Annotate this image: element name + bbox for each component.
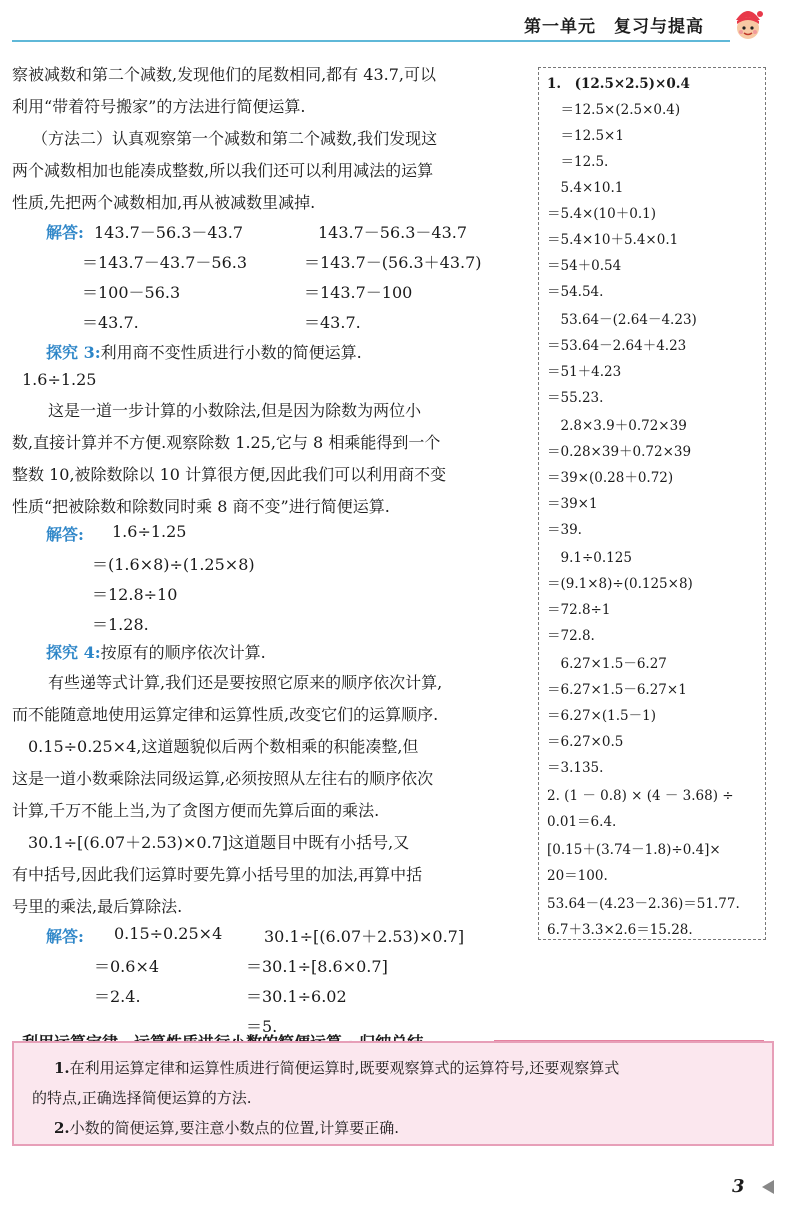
answer-line: 2.8×3.9＋0.72×39 <box>547 418 687 434</box>
answer-label: 解答: <box>46 927 84 946</box>
answer-step: ＝43.7. <box>82 313 139 332</box>
answer-step: 143.7－56.3－43.7 <box>318 223 468 242</box>
paragraph-line: 这是一道小数乘除法同级运算,必须按照从左往右的顺序依次 <box>12 769 434 788</box>
paragraph-line: 30.1÷[(6.07＋2.53)×0.7]这道题目中既有小括号,又 <box>28 833 410 852</box>
header-divider <box>12 40 730 42</box>
answer-step: 1.6÷1.25 <box>112 522 187 541</box>
paragraph-line: 号里的乘法,最后算除法. <box>12 897 183 916</box>
answer-step: 30.1÷[(6.07＋2.53)×0.7] <box>264 927 465 946</box>
paragraph-line: 利用“带着符号搬家”的方法进行简便运算. <box>12 97 306 116</box>
exploration-text: 按原有的顺序依次计算. <box>100 643 266 662</box>
answer-line: 20＝100. <box>547 868 608 884</box>
answer-step: 143.7－56.3－43.7 <box>94 223 244 242</box>
exploration-label: 探究 4: <box>46 643 101 662</box>
summary-item-number: 1. <box>54 1059 70 1077</box>
answer-line: ＝12.5×(2.5×0.4) <box>547 102 681 118</box>
answer-step: 0.15÷0.25×4 <box>114 924 223 943</box>
page-number: 3 <box>732 1176 745 1197</box>
answer-step: ＝(1.6×8)÷(1.25×8) <box>92 555 255 574</box>
answer-line: 53.64－(2.64－4.23) <box>547 312 697 328</box>
summary-item-1 <box>54 1057 619 1078</box>
summary-item-number: 2. <box>54 1119 70 1137</box>
answer-line: 1. (12.5×2.5)×0.4 <box>547 76 690 92</box>
answer-line: ＝6.27×(1.5－1) <box>547 708 656 724</box>
answer-step: ＝43.7. <box>304 313 361 332</box>
answer-line: ＝51＋4.23 <box>547 364 622 380</box>
exploration-4-heading <box>46 640 266 663</box>
summary-item-1-continued: 的特点,正确选择简便运算的方法. <box>32 1089 252 1107</box>
answer-step: ＝143.7－43.7－56.3 <box>82 253 248 272</box>
answer-step: ＝100－56.3 <box>82 283 181 302</box>
answer-line: ＝54.54. <box>547 284 604 300</box>
answer-label: 解答: <box>46 223 84 242</box>
paragraph-line: 有些递等式计算,我们还是要按照它原来的顺序依次计算, <box>48 673 443 692</box>
answer-line: ＝53.64－2.64＋4.23 <box>547 338 687 354</box>
answer-line: ＝12.5. <box>547 154 609 170</box>
paragraph-line: 计算,千万不能上当,为了贪图方便而先算后面的乘法. <box>12 801 380 820</box>
paragraph-line: 整数 10,被除数除以 10 计算很方便,因此我们可以利用商不变 <box>12 465 447 484</box>
exploration-label: 探究 3: <box>46 343 101 362</box>
answer-line: 6.27×1.5－6.27 <box>547 656 667 672</box>
answer-line: ＝5.4×10＋5.4×0.1 <box>547 232 679 248</box>
paragraph-line: 0.15÷0.25×4,这道题貌似后两个数相乘的积能凑整,但 <box>28 737 419 756</box>
summary-item-text: 小数的简便运算,要注意小数点的位置,计算要正确. <box>69 1119 399 1137</box>
answer-step: ＝12.8÷10 <box>92 585 178 604</box>
answer-label: 解答: <box>46 525 84 544</box>
answer-line: ＝39×1 <box>547 496 598 512</box>
answer-line: ＝(9.1×8)÷(0.125×8) <box>547 576 693 592</box>
paragraph-line: 察被减数和第二个减数,发现他们的尾数相同,都有 43.7,可以 <box>12 65 436 84</box>
paragraph-line: 两个减数相加也能凑成整数,所以我们还可以利用减法的运算 <box>12 161 434 180</box>
answer-line: 5.4×10.1 <box>547 180 624 196</box>
exploration-text: 利用商不变性质进行小数的简便运算. <box>100 343 362 362</box>
answer-line: [0.15＋(3.74－1.8)÷0.4]× <box>547 842 721 858</box>
paragraph-line: 性质“把被除数和除数同时乘 8 商不变”进行简便运算. <box>12 497 390 516</box>
section-title: 第一单元 复习与提高 <box>524 17 704 37</box>
problem-expression: 1.6÷1.25 <box>22 370 97 389</box>
summary-item-text: 在利用运算定律和运算性质进行简便运算时,既要观察算式的运算符号,还要观察算式 <box>69 1059 620 1077</box>
page-header <box>0 0 790 46</box>
answer-line: ＝12.5×1 <box>547 128 624 144</box>
paragraph-line: （方法二）认真观察第一个减数和第二个减数,我们发现这 <box>32 129 438 148</box>
paragraph-line: 有中括号,因此我们运算时要先算小括号里的加法,再算中括 <box>12 865 423 884</box>
answer-line: ＝5.4×(10＋0.1) <box>547 206 656 222</box>
answer-line: ＝0.28×39＋0.72×39 <box>547 444 692 460</box>
answer-line: ＝6.27×0.5 <box>547 734 624 750</box>
answer-line: 53.64－(4.23－2.36)＝51.77. <box>547 896 740 912</box>
answer-line: ＝6.27×1.5－6.27×1 <box>547 682 687 698</box>
answer-step: ＝2.4. <box>94 987 141 1006</box>
answer-line: ＝72.8. <box>547 628 595 644</box>
paragraph-line: 而不能随意地使用运算定律和运算性质,改变它们的运算顺序. <box>12 705 439 724</box>
paragraph-line: 这是一道一步计算的小数除法,但是因为除数为两位小 <box>48 401 422 420</box>
answer-step: ＝30.1÷[8.6×0.7] <box>246 957 388 976</box>
answer-line: 6.7＋3.3×2.6＝15.28. <box>547 922 693 938</box>
answer-step: ＝5. <box>246 1017 278 1036</box>
answer-step: ＝143.7－(56.3＋43.7) <box>304 253 482 272</box>
answer-step: ＝30.1÷6.02 <box>246 987 347 1006</box>
answer-line: ＝55.23. <box>547 390 604 406</box>
answer-line: 0.01＝6.4. <box>547 814 617 830</box>
answer-line: ＝3.135. <box>547 760 604 776</box>
answer-line: ＝72.8÷1 <box>547 602 611 618</box>
answer-line: ＝54＋0.54 <box>547 258 622 274</box>
answer-line: 2. (1 － 0.8) × (4 － 3.68) ÷ <box>547 788 734 804</box>
answer-step: ＝143.7－100 <box>304 283 413 302</box>
page-arrow-icon <box>760 1179 776 1195</box>
answer-key-box <box>538 67 766 940</box>
answer-line: 9.1÷0.125 <box>547 550 632 566</box>
answer-step: ＝0.6×4 <box>94 957 160 976</box>
mascot-icon <box>728 4 768 44</box>
answer-step: ＝1.28. <box>92 615 149 634</box>
summary-item-2 <box>54 1117 399 1138</box>
answer-line: ＝39×(0.28＋0.72) <box>547 470 674 486</box>
summary-box <box>12 1041 774 1146</box>
answer-line: ＝39. <box>547 522 582 538</box>
paragraph-line: 数,直接计算并不方便.观察除数 1.25,它与 8 相乘能得到一个 <box>12 433 441 452</box>
paragraph-line: 性质,先把两个减数相加,再从被减数里减掉. <box>12 193 316 212</box>
exploration-3-heading <box>46 340 362 363</box>
